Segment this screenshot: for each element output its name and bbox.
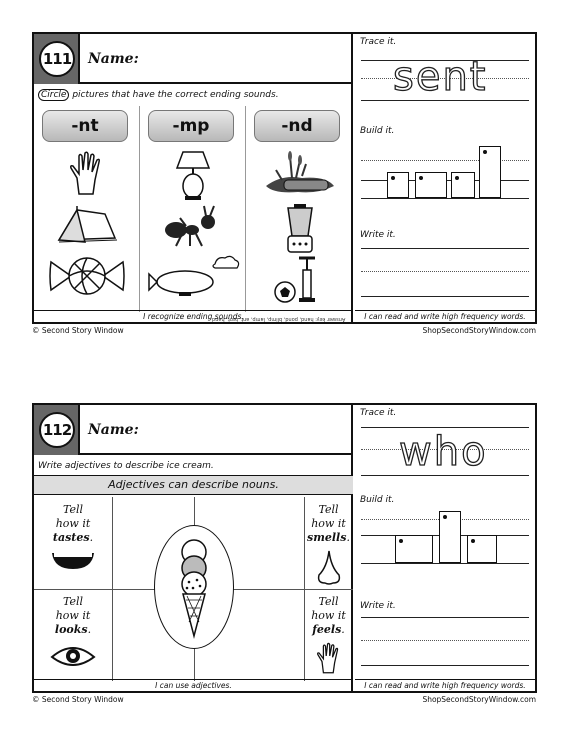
rule-line [361,475,529,476]
letter-box[interactable] [439,511,461,563]
letter-box[interactable] [479,146,501,198]
ending-sounds-panel [34,34,353,322]
sense-word: tastes [52,531,90,544]
worksheet-card-111 [32,32,537,324]
write-line[interactable] [361,617,529,618]
copyright: © Second Story Window [32,326,124,335]
eye-icon [50,643,96,669]
left-footer: I can use adjectives. [34,679,353,691]
candy-icon[interactable] [34,254,139,298]
column-nt [34,106,140,312]
tell-text: Tell [62,595,84,608]
card-number: 111 [39,41,75,77]
how-text: how it [55,609,91,622]
card-number: 112 [39,412,75,448]
pump-icon[interactable] [246,254,353,304]
build-label: Build it. [360,495,395,505]
smells-cell: Tell how it smells. [304,503,353,591]
sight-word-panel [355,34,535,322]
rule-line [361,198,529,199]
letter-box[interactable] [451,172,475,198]
instruction [38,90,279,100]
circle-word: Circle [38,89,69,101]
rule-line [361,160,529,161]
tell-text: Tell [318,595,339,608]
number-box [34,405,80,455]
ice-cream-oval [154,525,234,649]
subheading: Adjectives can describe nouns. [34,475,353,495]
column-mp [140,106,246,312]
card-header [34,34,353,84]
build-label: Build it. [360,126,395,136]
ant-icon[interactable] [140,204,245,248]
hand-icon[interactable] [34,150,139,196]
write-label: Write it. [360,230,396,240]
instruction-text: pictures that have the correct ending sounds. [69,90,279,100]
write-line[interactable] [361,665,529,666]
name-label: Name: [88,422,139,438]
trace-label: Trace it. [360,37,397,47]
copyright: © Second Story Window [32,695,124,704]
nose-icon [315,549,343,587]
right-footer: I can read and write high frequency words. [355,679,535,691]
rule-line [361,427,529,428]
feels-cell: Tell how it feels. [304,595,353,679]
rule-line [361,563,529,564]
adjectives-panel [34,405,353,691]
website[interactable]: ShopSecondStoryWindow.com [422,695,536,704]
letter-box[interactable] [415,172,447,198]
right-footer: I can read and write high frequency words. [355,310,535,322]
number-box [34,34,80,84]
worksheet-card-112 [32,403,537,693]
website[interactable]: ShopSecondStoryWindow.com [422,326,536,335]
write-line[interactable] [361,248,529,249]
grid-divider [112,497,113,681]
lamp-icon[interactable] [140,150,245,202]
letter-box[interactable] [387,172,409,198]
adjective-grid [34,497,353,681]
sight-word-panel [355,405,535,691]
sense-word: smells [307,531,347,544]
letter-box[interactable] [467,535,497,563]
how-text: how it [55,517,91,530]
write-line[interactable] [361,271,529,272]
left-footer: I recognize ending sounds. [34,310,353,322]
sense-word: looks [54,623,88,636]
card-header [34,405,353,455]
write-line[interactable] [361,296,529,297]
column-nd [246,106,353,312]
ending-label-mp: -mp [148,110,234,142]
ending-label-nt: -nt [42,110,128,142]
letter-box[interactable] [395,535,433,563]
write-line[interactable] [361,640,529,641]
write-label: Write it. [360,601,396,611]
tastes-cell: Tell how it tastes. [34,503,112,575]
rule-line [361,100,529,101]
tent-icon[interactable] [34,204,139,246]
answer-key-text: Answer key: hand, pond, blimp, lamp, ant, tent, hand [211,316,345,322]
blender-icon[interactable] [246,204,353,254]
how-text: how it [311,609,346,622]
trace-word[interactable]: who [399,429,488,475]
ice-cream-icon [155,526,233,648]
hand-icon [315,641,343,675]
tell-text: Tell [62,503,84,516]
trace-label: Trace it. [360,408,397,418]
name-label: Name: [88,51,139,67]
sense-word: feels [312,623,342,636]
mouth-icon [50,549,96,571]
instruction: Write adjectives to describe ice cream. [38,461,214,471]
looks-cell: Tell how it looks. [34,595,112,673]
trace-word[interactable]: sent [393,54,488,100]
ending-label-nd: -nd [254,110,340,142]
pond-icon[interactable] [246,150,353,196]
how-text: how it [311,517,346,530]
tell-text: Tell [318,503,339,516]
blimp-icon[interactable] [140,254,245,298]
